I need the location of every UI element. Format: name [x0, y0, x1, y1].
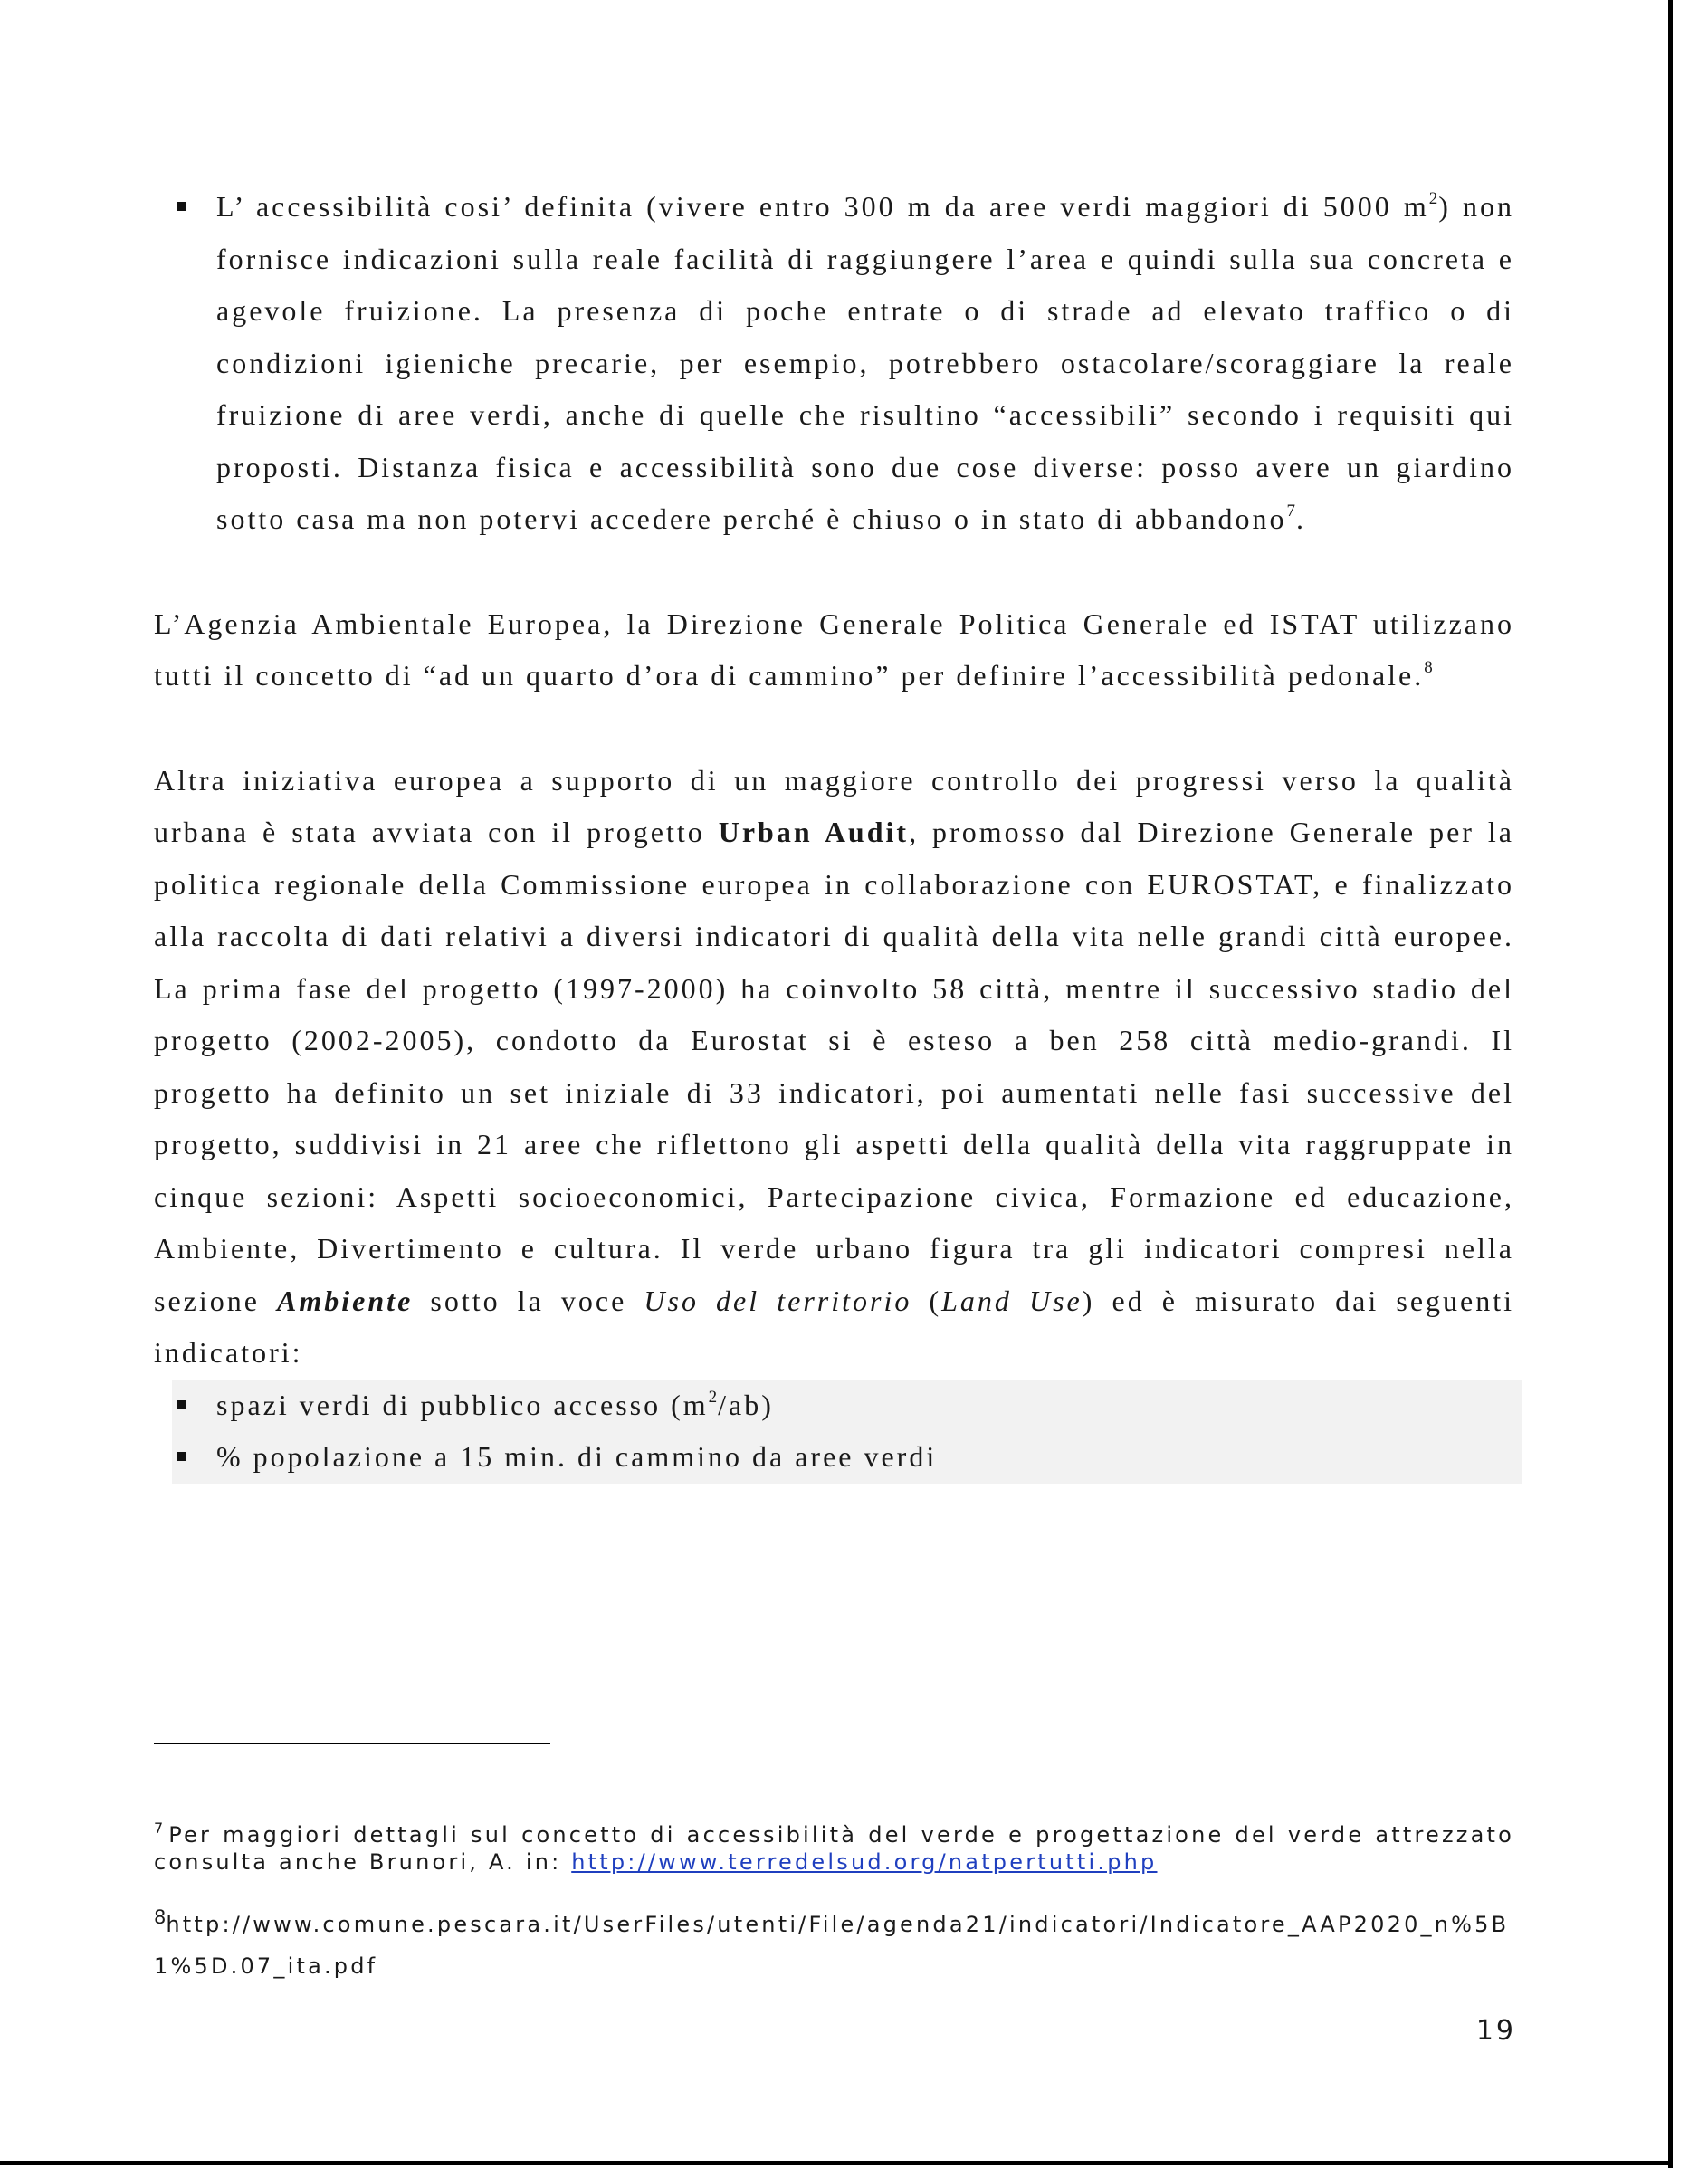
square-bullet-icon [177, 202, 186, 211]
accessibility-bullet [154, 181, 1514, 546]
list-item: % popolazione a 15 min. di cammino da aree verdi [172, 1431, 1522, 1484]
agency-paragraph: L’Agenzia Ambientale Europea, la Direzione Generale Politica Generale ed ISTAT utilizzano tutti il concetto di “ad un quarto d’ora di cammino” per definire l’accessibilità pedonale.$^8$ [154, 606, 1514, 692]
land-use-it-term: Uso del territorio [644, 1284, 912, 1317]
square-bullet-icon [177, 1452, 186, 1461]
superscript: 2 [708, 1387, 719, 1407]
accessibility-bullet-text: L’ accessibilità cosi’ definita (vivere entro 300 m da aree verdi maggiori di 5000 $m^2$) non fornisce indicazioni sulla reale facilità di raggiungere l’area e quindi sulla sua concreta e agevole fruizione. La presenza di poche entrate o di strade ad elevato traffico o di condizioni igieniche precarie, per esempio, potrebbero ostacolare/scoraggiare la reale fruizione di aree verdi, anche di quelle che risultino “accessibili” secondo i requisiti qui proposti. Distanza fisica e accessibilità sono due cose diverse: posso avere un giardino sotto casa ma non potervi accedere perché è chiuso o in stato di abbandono$^7$. [216, 189, 1515, 535]
footnote-8: 8http://www.comune.pescara.it/UserFiles/utenti/File/agenda21/indicatori/Indicatore_AAP2020_n%5B1%5D.07_ita.pdf [154, 1906, 1510, 1979]
main-content [154, 181, 1514, 1484]
terredelsud-link[interactable]: http://www.terredelsud.org/natpertutti.php [571, 1849, 1158, 1875]
page-bottom-border [0, 2161, 1673, 2165]
square-bullet-icon [177, 1400, 186, 1409]
land-use-en-term: Land Use [941, 1284, 1083, 1317]
superscript: 2 [1428, 189, 1439, 208]
page-right-border [1668, 0, 1673, 2168]
ambiente-term: Ambiente [277, 1284, 414, 1317]
urban-audit-paragraph: Altra iniziativa europea a supporto di un maggiore controllo dei progressi verso la qualità urbana è stata avviata con il progetto Urban Audit, promosso dal Direzione Generale per la politica regionale della Commissione europea in collaborazione con EUROSTAT, e finalizzato alla raccolta di dati relativi a diversi indicatori di qualità della vita nelle grandi città europee. La prima fase del progetto (1997-2000) ha coinvolto 58 città, mentre il successivo stadio del progetto (2002-2005), condotto da Eurostat si è esteso a ben 258 città medio-grandi. Il progetto ha definito un set iniziale di 33 indicatori, poi aumentati nelle fasi successive del progetto, suddivisi in 21 aree che riflettono gli aspetti della qualità della vita raggruppate in cinque sezioni: Aspetti socioeconomici, Partecipazione civica, Formazione ed educazione, Ambiente, Divertimento e cultura. Il verde urbano figura tra gli indicatori compresi nella sezione Ambiente sotto la voce Uso del territorio (Land Use) ed è misurato dai seguenti indicatori: [154, 763, 1514, 1369]
page-number: 19 [1475, 2015, 1516, 2047]
list-item: spazi verdi di pubblico accesso $(m^2/ab)$ [172, 1380, 1522, 1432]
footnote-7: $^7$ Per maggiori dettagli sul concetto di accessibilità del verde e progettazione del verde attrezzato consulta anche Brunori, A. in: http://www.terredelsud.org/natpertutti.php [154, 1819, 1514, 1875]
footnote-ref-7: 7 [1286, 501, 1297, 521]
indicator-list [172, 1380, 1522, 1484]
footnote-ref-8: 8 [1424, 658, 1434, 677]
footnote-separator [154, 1743, 550, 1744]
urban-audit-term: Urban Audit [718, 816, 910, 848]
